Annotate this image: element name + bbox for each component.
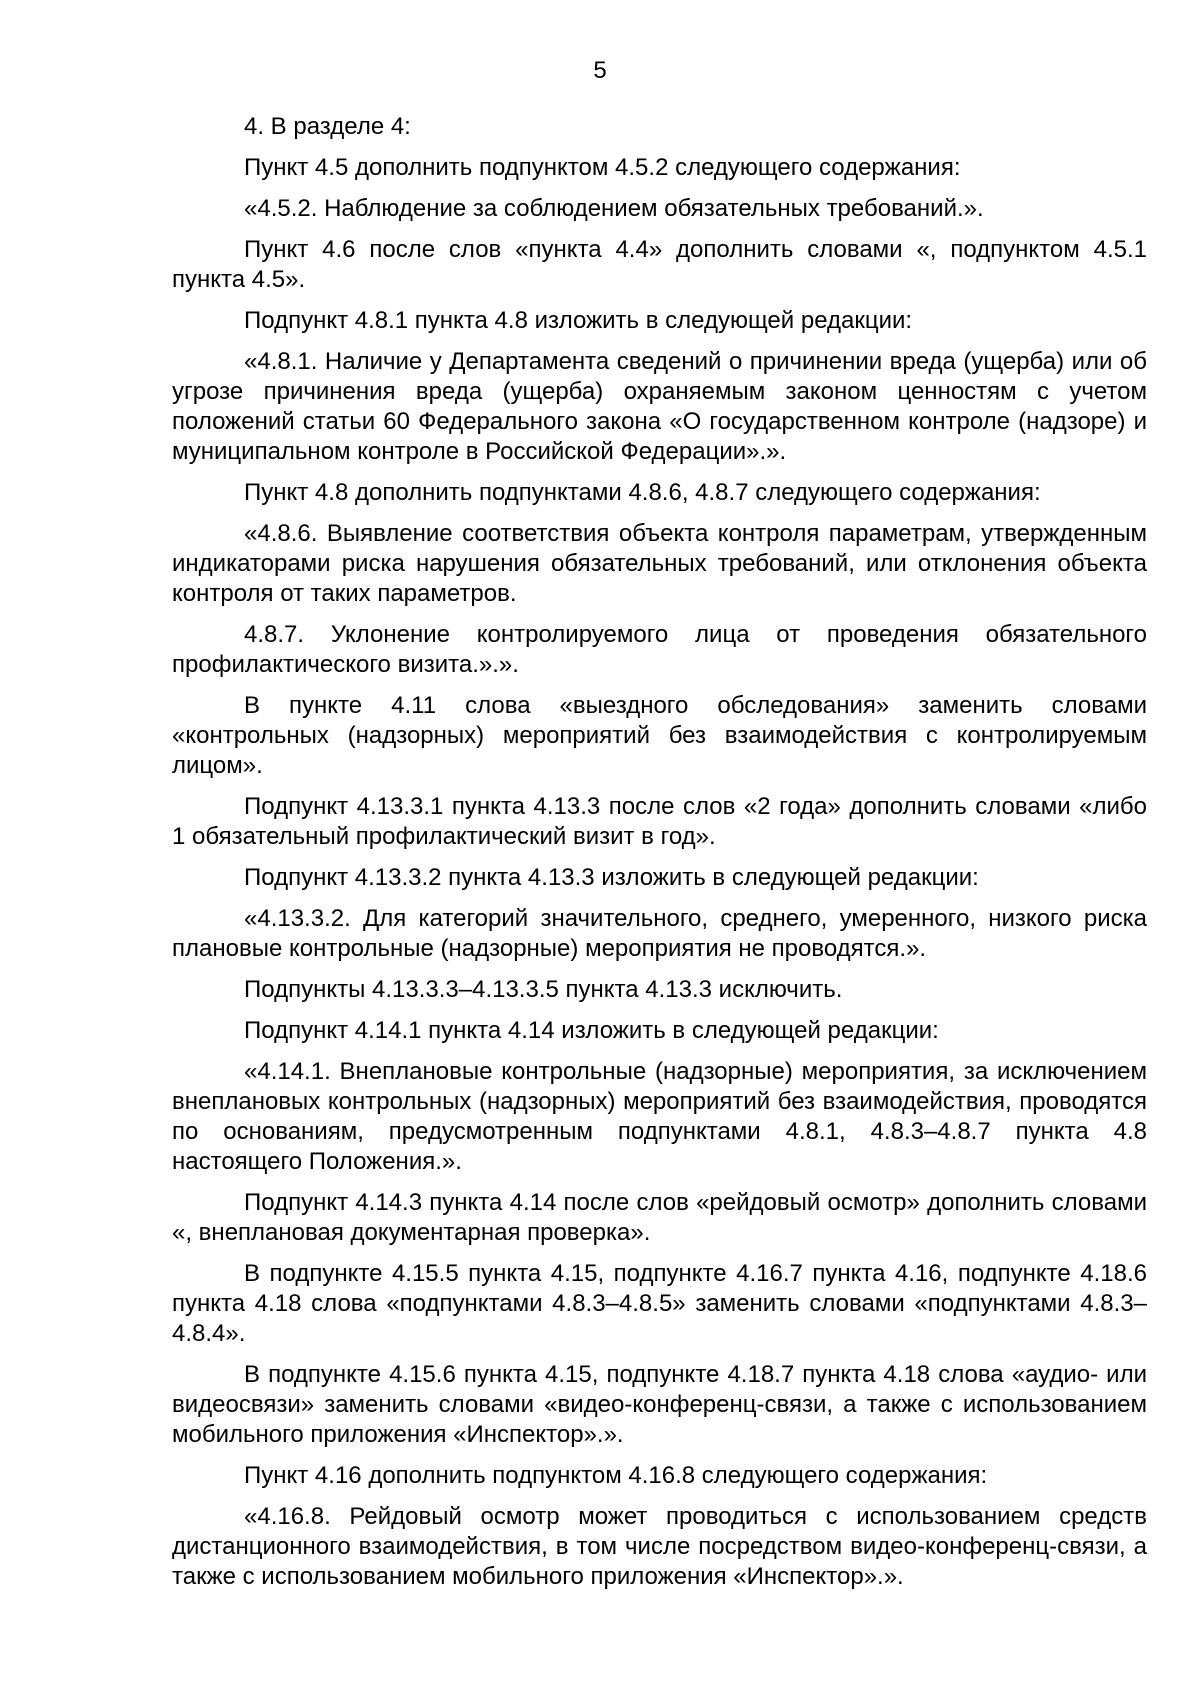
page-number: 5	[593, 57, 607, 84]
paragraph: Подпункт 4.14.3 пункта 4.14 после слов «рейдовый осмотр» дополнить словами «, внеплановая документарная проверка».	[172, 1189, 1147, 1246]
paragraph: «4.14.1. Внеплановые контрольные (надзорные) мероприятия, за исключением внеплановых контрольных (надзорных) мероприятий без взаимодействия, проводятся по основаниям, предусмотренным подпунктами 4.8.1, 4.8.3–4.8.7 пункта 4.8 настоящего Положения.».	[172, 1058, 1147, 1175]
paragraph: 4.8.7. Уклонение контролируемого лица от проведения обязательного профилактического визита.».».	[172, 621, 1147, 678]
paragraph: «4.13.3.2. Для категорий значительного, среднего, умеренного, низкого риска плановые контрольные (надзорные) мероприятия не проводятся.».	[172, 905, 1147, 962]
paragraph: В подпункте 4.15.6 пункта 4.15, подпункте 4.18.7 пункта 4.18 слова «аудио- или видеосвязи» заменить словами «видео-конференц-связи, а также с использованием мобильного приложения «Инспектор».».	[172, 1361, 1147, 1448]
paragraph: Пункт 4.16 дополнить подпунктом 4.16.8 следующего содержания:	[244, 1462, 988, 1489]
document-body	[172, 112, 1147, 1603]
paragraph: Пункт 4.6 после слов «пункта 4.4» дополнить словами «, подпунктом 4.5.1 пункта 4.5».	[172, 236, 1147, 293]
paragraph: Подпункты 4.13.3.3–4.13.3.5 пункта 4.13.3 исключить.	[244, 976, 843, 1003]
paragraph: Подпункт 4.8.1 пункта 4.8 изложить в следующей редакции:	[244, 307, 913, 334]
paragraph: Подпункт 4.13.3.1 пункта 4.13.3 после слов «2 года» дополнить словами «либо 1 обязательный профилактический визит в год».	[172, 793, 1147, 850]
paragraph: Подпункт 4.13.3.2 пункта 4.13.3 изложить в следующей редакции:	[244, 864, 979, 891]
paragraph: В подпункте 4.15.5 пункта 4.15, подпункте 4.16.7 пункта 4.16, подпункте 4.18.6 пункта 4.18 слова «подпунктами 4.8.3–4.8.5» заменить словами «подпунктами 4.8.3–4.8.4».	[172, 1260, 1147, 1347]
paragraph: «4.5.2. Наблюдение за соблюдением обязательных требований.».	[244, 195, 984, 222]
paragraph: В пункте 4.11 слова «выездного обследования» заменить словами «контрольных (надзорных) мероприятий без взаимодействия с контролируемым лицом».	[172, 692, 1147, 779]
paragraph: «4.8.6. Выявление соответствия объекта контроля параметрам, утвержденным индикаторами риска нарушения обязательных требований, или отклонения объекта контроля от таких параметров.	[172, 520, 1147, 607]
paragraph: «4.8.1. Наличие у Департамента сведений о причинении вреда (ущерба) или об угрозе причинения вреда (ущерба) охраняемым законом ценностям с учетом положений статьи 60 Федерального закона «О государственном контроле (надзоре) и муниципальном контроле в Российской Федерации».».	[172, 348, 1147, 465]
paragraph: Пункт 4.8 дополнить подпунктами 4.8.6, 4.8.7 следующего содержания:	[244, 479, 1041, 506]
paragraph: Пункт 4.5 дополнить подпунктом 4.5.2 следующего содержания:	[244, 154, 961, 181]
paragraph: «4.16.8. Рейдовый осмотр может проводиться с использованием средств дистанционного взаимодействия, в том числе посредством видео-конференц-связи, а также с использованием мобильного приложения «Инспектор».».	[172, 1503, 1147, 1590]
paragraph: Подпункт 4.14.1 пункта 4.14 изложить в следующей редакции:	[244, 1017, 939, 1044]
section-heading: 4. В разделе 4:	[244, 113, 411, 140]
